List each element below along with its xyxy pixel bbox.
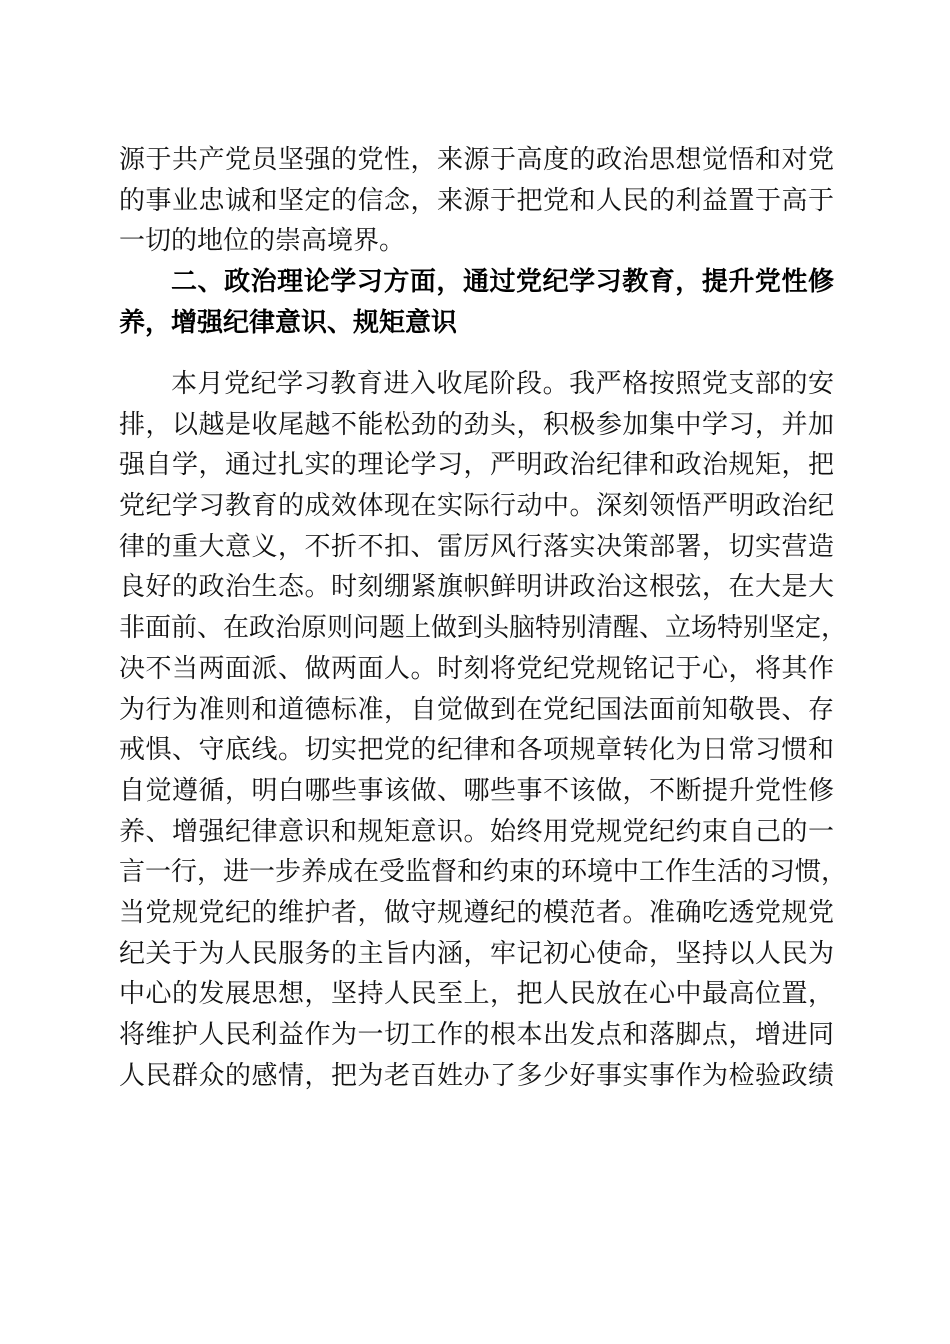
text-line: 非面前、在政治原则问题上做到头脑特别清醒、立场特别坚定，	[119, 613, 848, 644]
heading-line: 二、政治理论学习方面，通过党纪学习教育，提升党性修	[171, 267, 834, 297]
text-line: 人民群众的感情，把为老百姓办了多少好事实事作为检验政绩	[119, 1060, 834, 1091]
text-line: 决不当两面派、做两面人。时刻将党纪党规铭记于心，将其作	[119, 653, 834, 684]
text-line: 为行为准则和道德标准，自觉做到在党纪国法面前知敬畏、存	[119, 694, 834, 725]
text-line: 戒惧、守底线。切实把党的纪律和各项规章转化为日常习惯和	[119, 735, 834, 766]
text-line: 当党规党纪的维护者，做守规遵纪的模范者。准确吃透党规党	[119, 897, 834, 928]
section-heading	[119, 262, 834, 343]
text-line: 律的重大意义，不折不扣、雷厉风行落实决策部署，切实营造	[119, 531, 834, 562]
intro-paragraph	[119, 140, 834, 262]
text-line: 言一行，进一步养成在受监督和约束的环境中工作生活的习惯，	[119, 857, 848, 888]
text-line: 一切的地位的崇高境界。	[119, 226, 406, 257]
text-line: 中心的发展思想，坚持人民至上，把人民放在心中最高位置，	[119, 979, 834, 1010]
text-line: 排，以越是收尾越不能松劲的劲头，积极参加集中学习，并加	[119, 409, 834, 440]
text-line: 党纪学习教育的成效体现在实际行动中。深刻领悟严明政治纪	[119, 491, 834, 522]
heading-line: 养，增强纪律意识、规矩意识	[119, 307, 458, 338]
text-line: 自觉遵循，明白哪些事该做、哪些事不该做，不断提升党性修	[119, 775, 834, 806]
body-paragraph	[119, 364, 848, 1096]
text-line: 的事业忠诚和坚定的信念，来源于把党和人民的利益置于高于	[119, 185, 834, 216]
text-line: 纪关于为人民服务的主旨内涵，牢记初心使命，坚持以人民为	[119, 938, 834, 969]
text-line: 良好的政治生态。时刻绷紧旗帜鲜明讲政治这根弦，在大是大	[119, 572, 834, 603]
text-line: 本月党纪学习教育进入收尾阶段。我严格按照党支部的安	[171, 369, 834, 399]
text-line: 强自学，通过扎实的理论学习，严明政治纪律和政治规矩，把	[119, 450, 834, 481]
text-line: 将维护人民利益作为一切工作的根本出发点和落脚点，增进同	[119, 1020, 834, 1050]
text-line: 源于共产党员坚强的党性，来源于高度的政治思想觉悟和对党	[119, 145, 834, 175]
text-line: 养、增强纪律意识和规矩意识。始终用党规党纪约束自己的一	[119, 816, 834, 847]
